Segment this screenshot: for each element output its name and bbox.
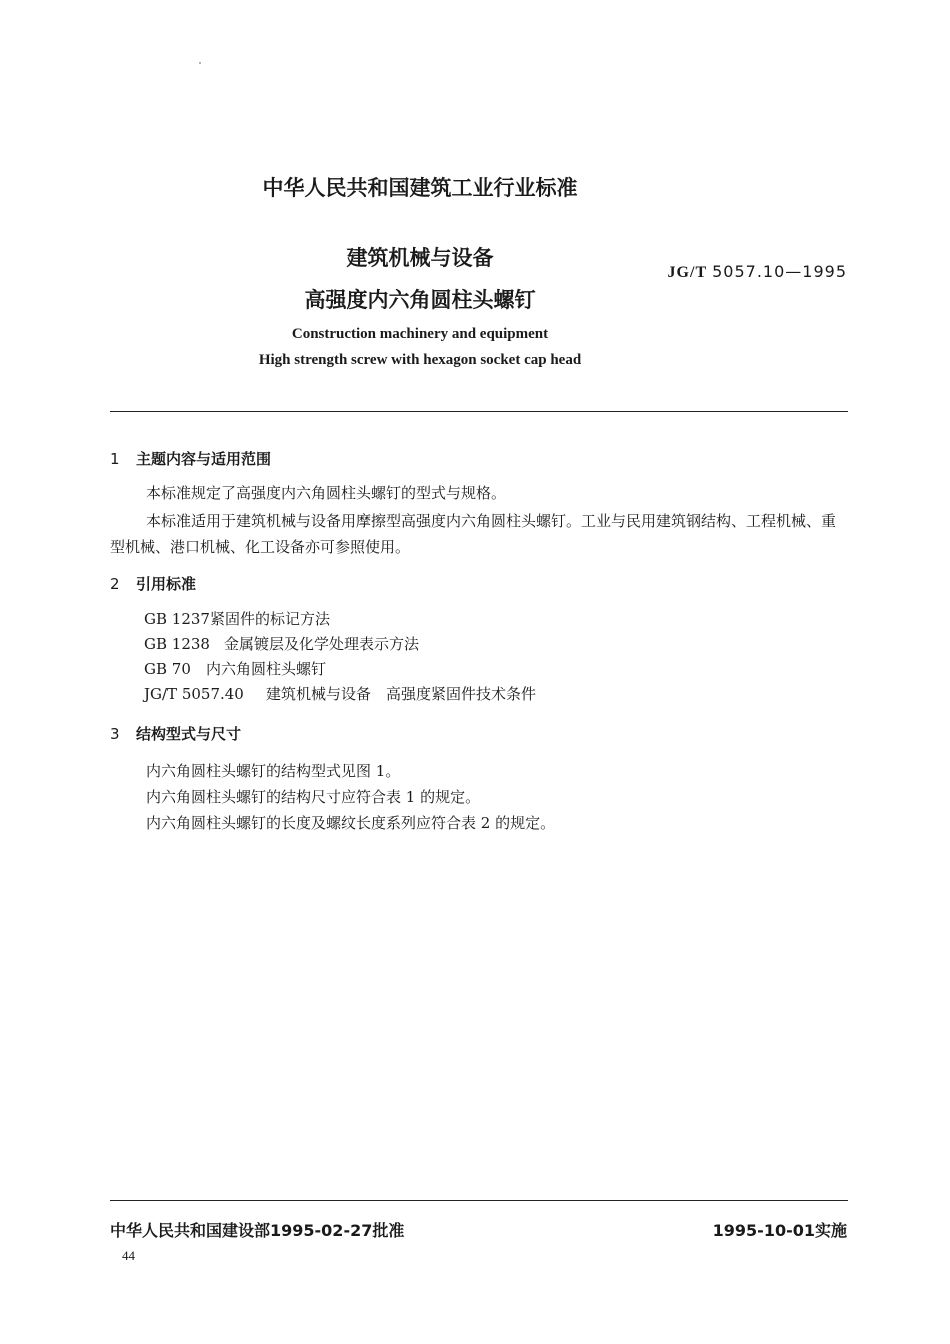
section-2-title: 引用标准: [136, 575, 197, 593]
section-1-title: 主题内容与适用范围: [136, 450, 272, 468]
english-title-line-1: Construction machinery and equipment: [291, 326, 549, 342]
standard-code-prefix: JG/T: [667, 264, 708, 281]
approval-line: 中华人民共和国建设部1995-02-27批准: [110, 1221, 405, 1240]
section-1-number: 1: [110, 450, 120, 468]
reference-code: GB 1237: [144, 610, 210, 628]
reference-title: 内六角圆柱头螺钉: [206, 660, 327, 678]
section-2-heading: [110, 573, 196, 594]
reference-title: 紧固件的标记方法: [210, 610, 331, 628]
header-divider: [110, 411, 848, 412]
scan-speck: [199, 62, 201, 64]
reference-code: JG/T 5057.40: [144, 685, 244, 703]
standard-code: [668, 262, 847, 282]
reference-code: GB 70: [144, 660, 191, 678]
section-2-number: 2: [110, 575, 120, 593]
reference-item: [144, 633, 419, 654]
chinese-title-line-2: 高强度内六角圆柱头螺钉: [304, 288, 536, 312]
page-number: 44: [122, 1248, 135, 1263]
implementation-date: 1995-10-01实施: [712, 1221, 847, 1240]
section-3-heading: [110, 723, 241, 744]
section-1-paragraph-1: 本标准规定了高强度内六角圆柱头螺钉的型式与规格。: [146, 484, 507, 502]
reference-code: GB 1238: [144, 635, 210, 653]
section-3-number: 3: [110, 725, 120, 743]
reference-item: [144, 683, 536, 704]
reference-item: [144, 608, 330, 629]
section-1-paragraph-2: 本标准适用于建筑机械与设备用摩擦型高强度内六角圆柱头螺钉。工业与民用建筑钢结构、工程机械、重型机械、港口机械、化工设备亦可参照使用。: [110, 512, 837, 556]
reference-item: [144, 658, 326, 679]
chinese-title-line-1: 建筑机械与设备: [346, 246, 494, 270]
standard-type-heading: 中华人民共和国建筑工业行业标准: [262, 176, 578, 200]
section-3-title: 结构型式与尺寸: [136, 725, 242, 743]
reference-title: 建筑机械与设备 高强度紧固件技术条件: [266, 685, 537, 703]
english-title-line-2: High strength screw with hexagon socket cap head: [258, 352, 582, 368]
section-3-paragraph-2: 内六角圆柱头螺钉的结构尺寸应符合表 1 的规定。: [146, 788, 481, 806]
section-3-paragraph-1: 内六角圆柱头螺钉的结构型式见图 1。: [146, 762, 401, 780]
reference-title: 金属镀层及化学处理表示方法: [224, 635, 420, 653]
standard-code-number: 5057.10—1995: [712, 262, 847, 281]
footer-divider: [110, 1200, 848, 1201]
section-1-heading: [110, 448, 271, 469]
section-3-paragraph-3: 内六角圆柱头螺钉的长度及螺纹长度系列应符合表 2 的规定。: [146, 814, 556, 832]
